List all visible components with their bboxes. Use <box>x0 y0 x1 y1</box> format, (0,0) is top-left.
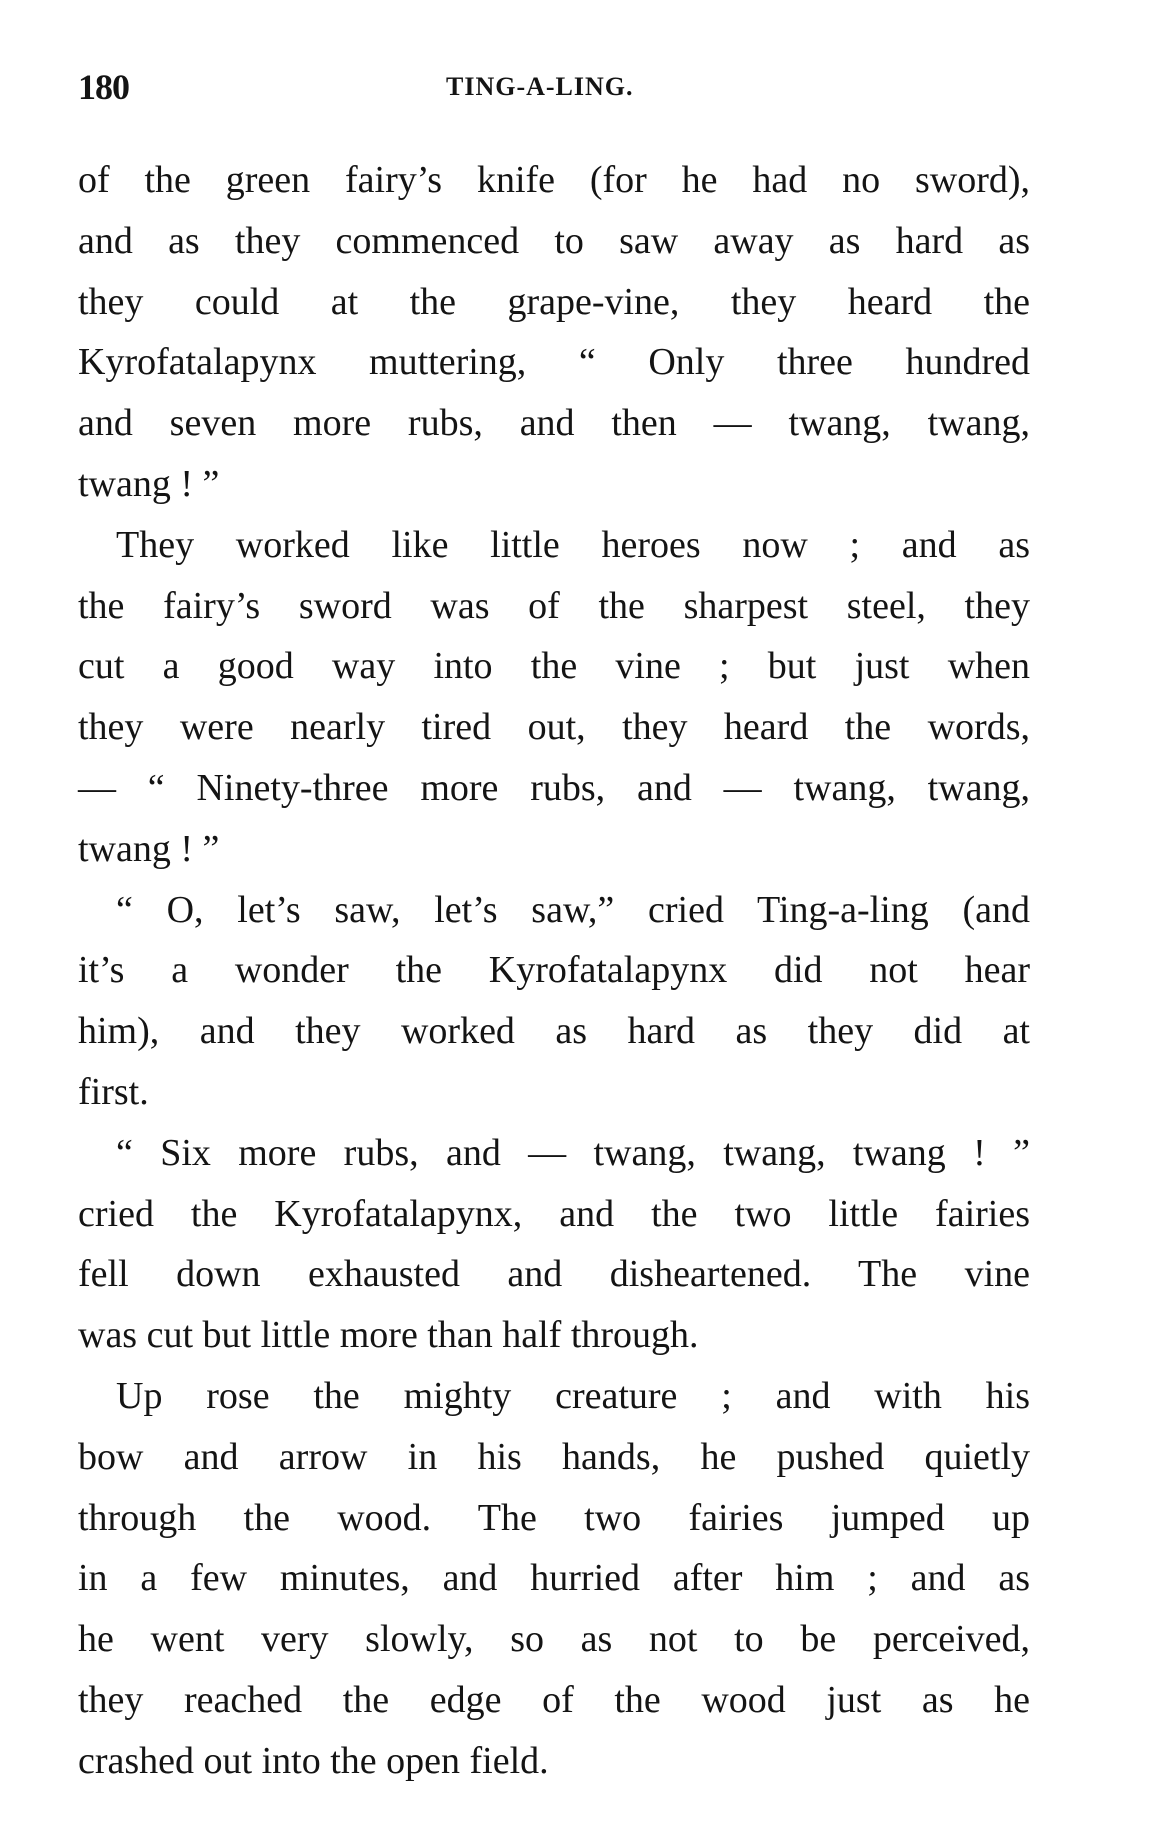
body-text <box>78 150 1030 1792</box>
text-line: — “ Ninety-three more rubs, and — twang, twang, <box>78 766 1030 809</box>
text-line: and as they commenced to saw away as hard as <box>78 219 1030 262</box>
text-line: and seven more rubs, and then — twang, twang, <box>78 402 1030 445</box>
text-line: “ Six more rubs, and — twang, twang, twang ! ” <box>116 1131 1030 1174</box>
text-line: bow and arrow in his hands, he pushed quietly <box>78 1435 1030 1478</box>
text-line: in a few minutes, and hurried after him ; and as <box>78 1557 1030 1600</box>
text-line: was cut but little more than half through. <box>78 1314 699 1357</box>
text-line: they reached the edge of the wood just as he <box>78 1678 1030 1721</box>
text-line: they were nearly tired out, they heard the words, <box>78 706 1030 749</box>
text-line: cut a good way into the vine ; but just when <box>78 645 1030 688</box>
text-line: first. <box>78 1070 149 1113</box>
text-line: through the wood. The two fairies jumped up <box>78 1496 1030 1539</box>
text-line: he went very slowly, so as not to be perceived, <box>78 1618 1030 1661</box>
text-line: Kyrofatalapynx muttering, “ Only three hundred <box>78 341 1030 384</box>
page-number: 180 <box>78 67 129 107</box>
text-line: fell down exhausted and disheartened. The vine <box>78 1253 1030 1296</box>
book-page <box>78 0 1078 1826</box>
running-title: TING-A-LING. <box>446 72 634 101</box>
text-line: twang ! ” <box>78 462 220 505</box>
text-line: of the green fairy’s knife (for he had no sword), <box>78 159 1030 201</box>
text-line: “ O, let’s saw, let’s saw,” cried Ting-a-ling (and <box>116 888 1030 931</box>
text-line: crashed out into the open field. <box>78 1739 549 1782</box>
text-line: the fairy’s sword was of the sharpest steel, they <box>78 584 1030 627</box>
text-line: they could at the grape-vine, they heard the <box>78 280 1030 323</box>
text-line: it’s a wonder the Kyrofatalapynx did not hear <box>78 949 1030 992</box>
page-header <box>78 56 1038 116</box>
text-line: Up rose the mighty creature ; and with his <box>116 1374 1030 1417</box>
text-line: cried the Kyrofatalapynx, and the two little fairies <box>78 1192 1030 1235</box>
text-line: him), and they worked as hard as they did at <box>78 1010 1030 1053</box>
text-line: twang ! ” <box>78 827 220 870</box>
text-line: They worked like little heroes now ; and as <box>116 523 1030 566</box>
